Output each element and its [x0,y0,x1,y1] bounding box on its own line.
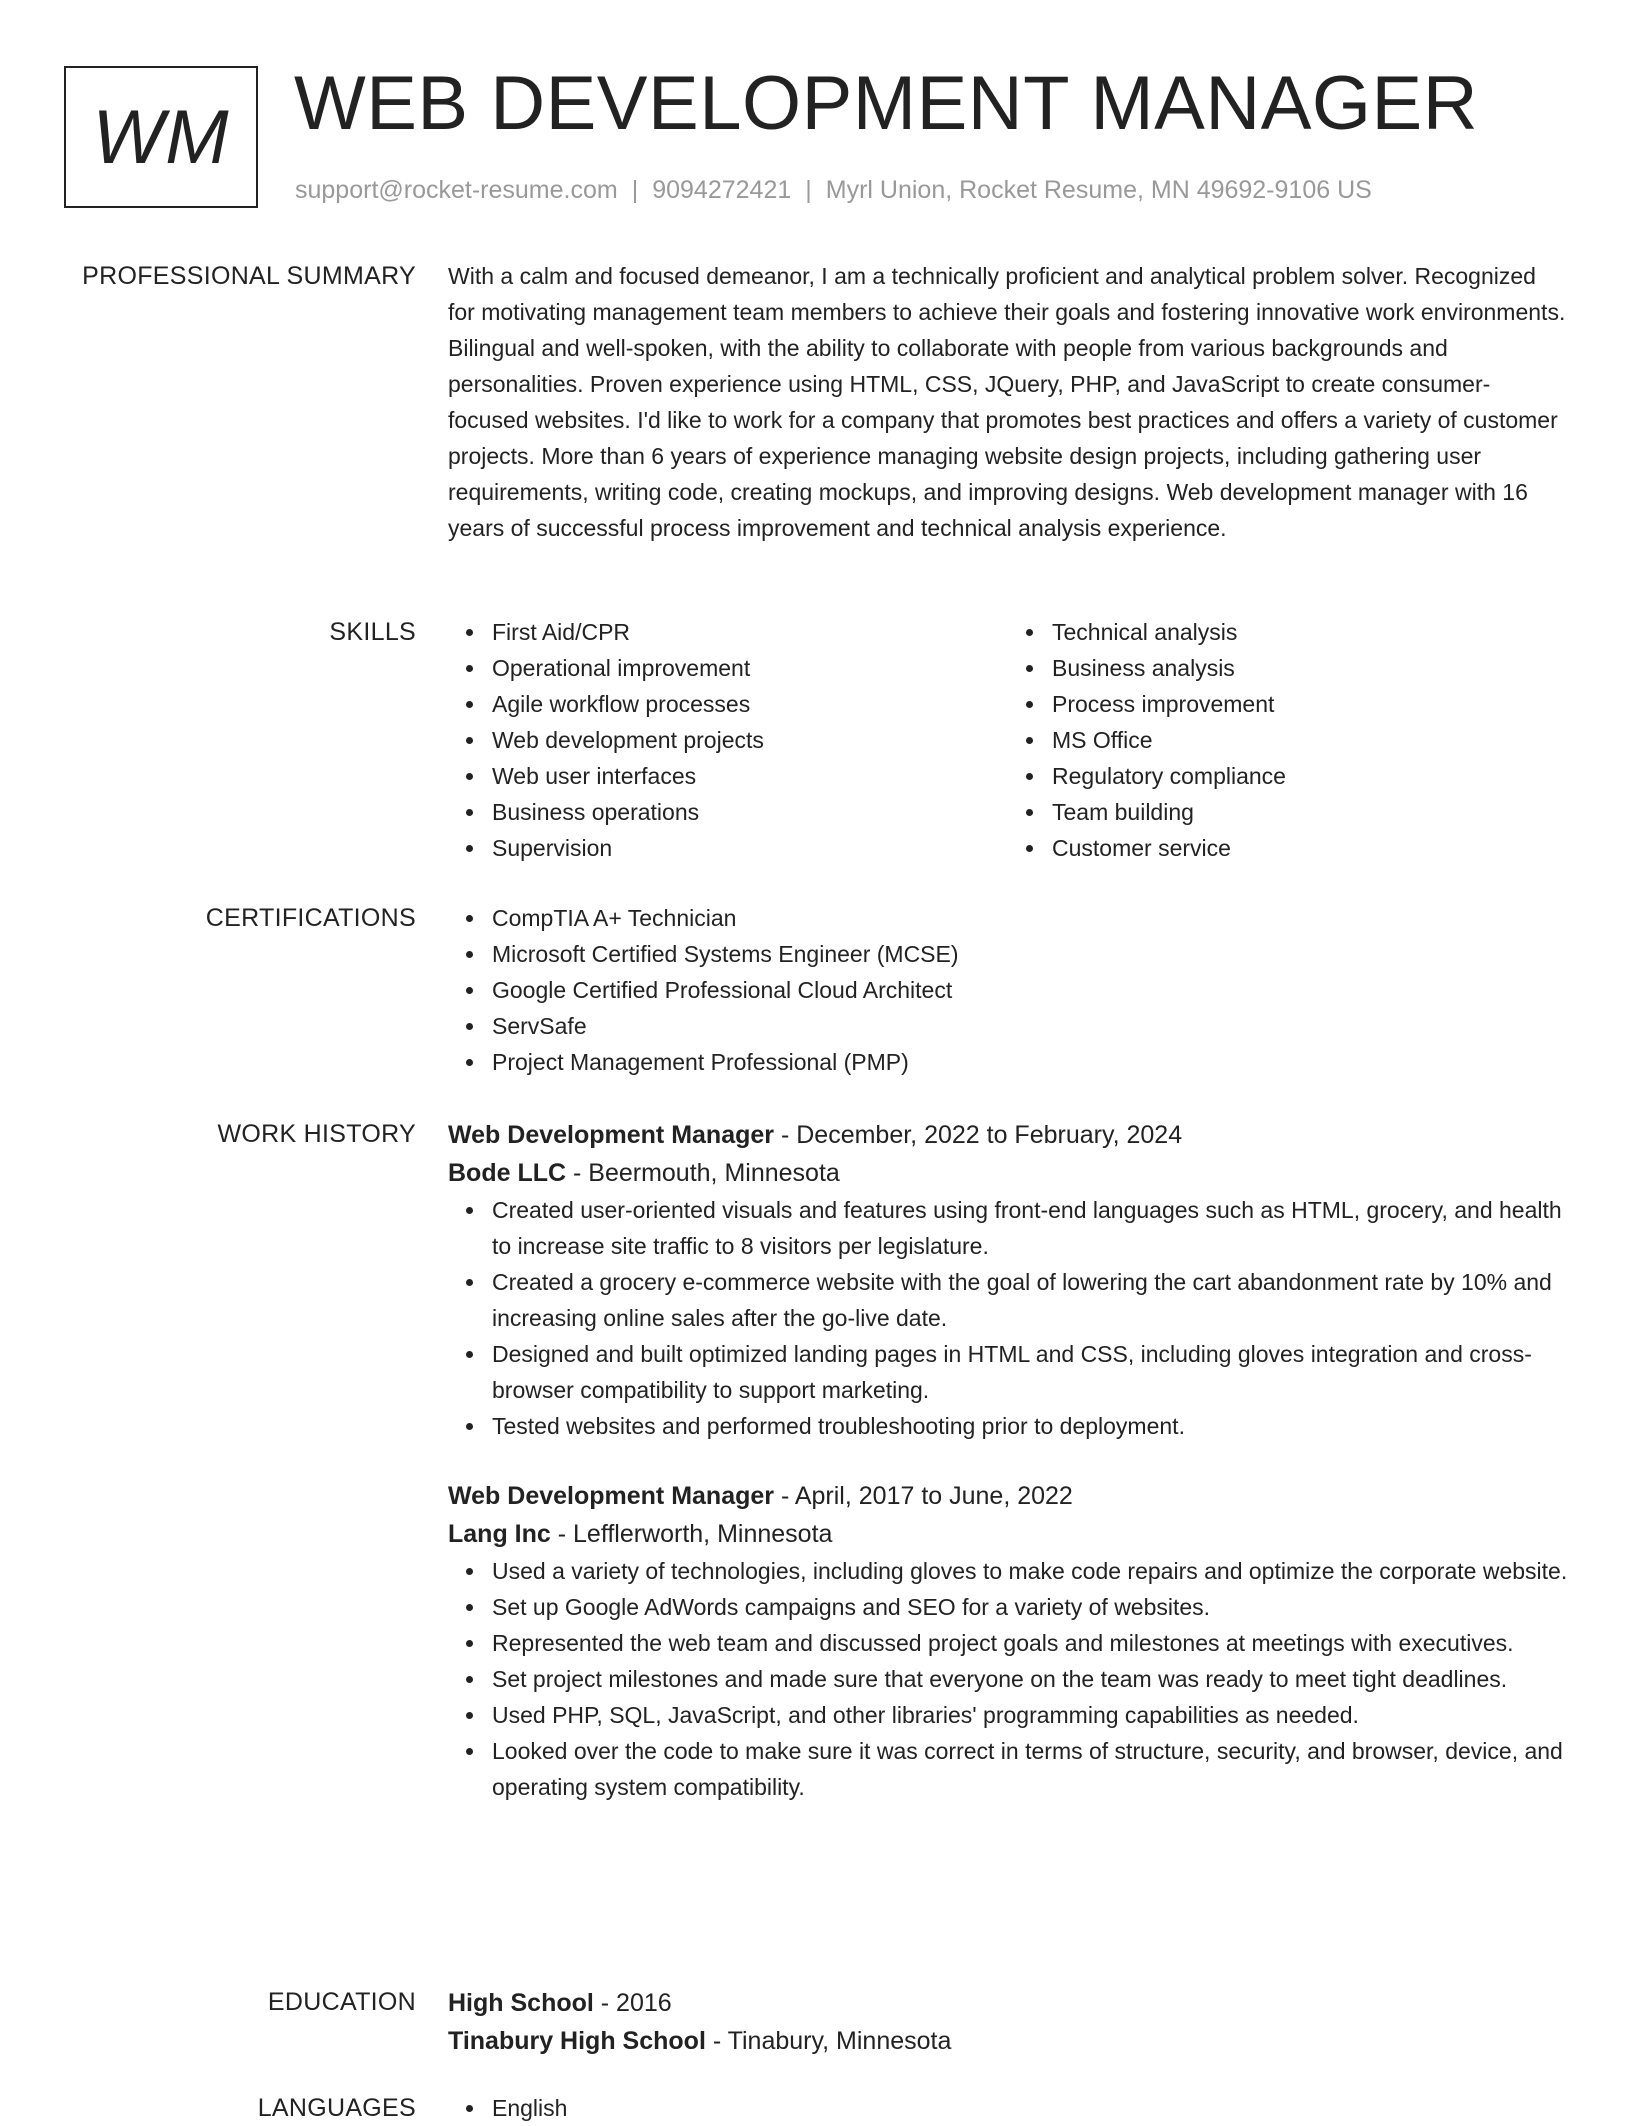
resume-header [64,61,1584,210]
resume-title: WEB DEVELOPMENT MANAGER [294,61,1479,146]
job-bullet: Used a variety of technologies, including gloves to make code repairs and optimize the corporate website. [492,1553,1568,1589]
skill-item: Web user interfaces [492,758,1008,794]
job-bullet: Used PHP, SQL, JavaScript, and other libraries' programming capabilities as needed. [492,1697,1568,1733]
contact-address: Myrl Union, Rocket Resume, MN 49692-9106 US [825,176,1372,204]
certification-item: Microsoft Certified Systems Engineer (MCSE) [492,936,1568,972]
job-location: - Beermouth, Minnesota [566,1159,840,1187]
job-company-line [448,1154,1568,1192]
skill-item: MS Office [1052,722,1568,758]
certifications-list [448,900,1568,1080]
job-entry [448,1477,1568,1805]
skill-item: First Aid/CPR [492,614,1008,650]
skill-item: Team building [1052,794,1568,830]
certification-item: ServSafe [492,1008,1568,1044]
skills-list-right [1008,614,1568,866]
job-bullet: Looked over the code to make sure it was correct in terms of structure, security, and browser, device, and operating system compatibility. [492,1733,1568,1805]
skill-item: Technical analysis [1052,614,1568,650]
job-company: Lang Inc [448,1520,551,1548]
job-bullets [448,1553,1568,1805]
education-degree-line [448,1984,1568,2022]
skills-list-left [448,614,1008,866]
section-label: EDUCATION [267,1988,416,2016]
education-school-line [448,2022,1568,2060]
contact-email[interactable]: support@rocket-resume.com [295,176,618,204]
education-location: - Tinabury, Minnesota [705,2027,952,2055]
job-bullet: Represented the web team and discussed project goals and milestones at meetings with executives. [492,1625,1568,1661]
skill-item: Web development projects [492,722,1008,758]
job-bullet: Set up Google AdWords campaigns and SEO for a variety of websites. [492,1589,1568,1625]
job-bullet: Set project milestones and made sure that everyone on the team was ready to meet tight deadlines. [492,1661,1568,1697]
section-label: PROFESSIONAL SUMMARY [82,262,416,290]
education-year: - 2016 [593,1989,672,2017]
section-label: LANGUAGES [257,2094,416,2122]
job-bullet: Created a grocery e-commerce website with the goal of lowering the cart abandonment rate by 10% and increasing online sales after the go-live date. [492,1264,1568,1336]
job-location: - Lefflerworth, Minnesota [550,1520,833,1548]
job-dates: - December, 2022 to February, 2024 [774,1121,1183,1149]
skill-item: Business analysis [1052,650,1568,686]
job-entry [448,1116,1568,1444]
skill-item: Operational improvement [492,650,1008,686]
skill-item: Customer service [1052,830,1568,866]
job-bullets [448,1192,1568,1444]
contact-phone[interactable]: 9094272421 [652,176,792,204]
job-title-line [448,1477,1568,1515]
contact-line [295,176,1372,205]
section-label: CERTIFICATIONS [205,904,416,932]
job-title: Web Development Manager [448,1121,775,1149]
skill-item: Supervision [492,830,1008,866]
summary-text: With a calm and focused demeanor, I am a technically proficient and analytical problem solver. Recognized for motivating management team members to achieve their goals and fostering innovative work environments. Bilingual and well-spoken, with the ability to collaborate with people from various backgrounds and personalities. Proven experience using HTML, CSS, JQuery, PHP, and JavaScript to create consumer-focused websites. I'd like to work for a company that promotes best practices and offers a variety of customer projects. More than 6 years of experience managing website design projects, including gathering user requirements, writing code, creating mockups, and improving designs. Web development manager with 16 years of successful process improvement and technical analysis experience. [448,263,1566,541]
job-title-line [448,1116,1568,1154]
monogram-logo: WM [64,66,258,208]
job-bullet: Created user-oriented visuals and features using front-end languages such as HTML, grocery, and health to increase site traffic to 8 visitors per legislature. [492,1192,1568,1264]
certification-item: CompTIA A+ Technician [492,900,1568,936]
job-company-line [448,1515,1568,1553]
language-item: English [492,2090,1568,2126]
skill-item: Business operations [492,794,1008,830]
section-label: WORK HISTORY [217,1120,416,1148]
skill-item: Process improvement [1052,686,1568,722]
job-title: Web Development Manager [448,1482,775,1510]
education-school: Tinabury High School [448,2027,706,2055]
education-degree: High School [448,1989,594,2017]
skill-item: Agile workflow processes [492,686,1008,722]
contact-separator: | [805,176,812,204]
job-bullet: Tested websites and performed troubleshooting prior to deployment. [492,1408,1568,1444]
job-dates: - April, 2017 to June, 2022 [774,1482,1073,1510]
job-bullet: Designed and built optimized landing pages in HTML and CSS, including gloves integration and cross-browser compatibility to support marketing. [492,1336,1568,1408]
languages-list [448,2090,1568,2126]
certification-item: Google Certified Professional Cloud Architect [492,972,1568,1008]
section-label: SKILLS [329,618,416,646]
certification-item: Project Management Professional (PMP) [492,1044,1568,1080]
job-company: Bode LLC [448,1159,567,1187]
contact-separator: | [631,176,639,204]
skill-item: Regulatory compliance [1052,758,1568,794]
